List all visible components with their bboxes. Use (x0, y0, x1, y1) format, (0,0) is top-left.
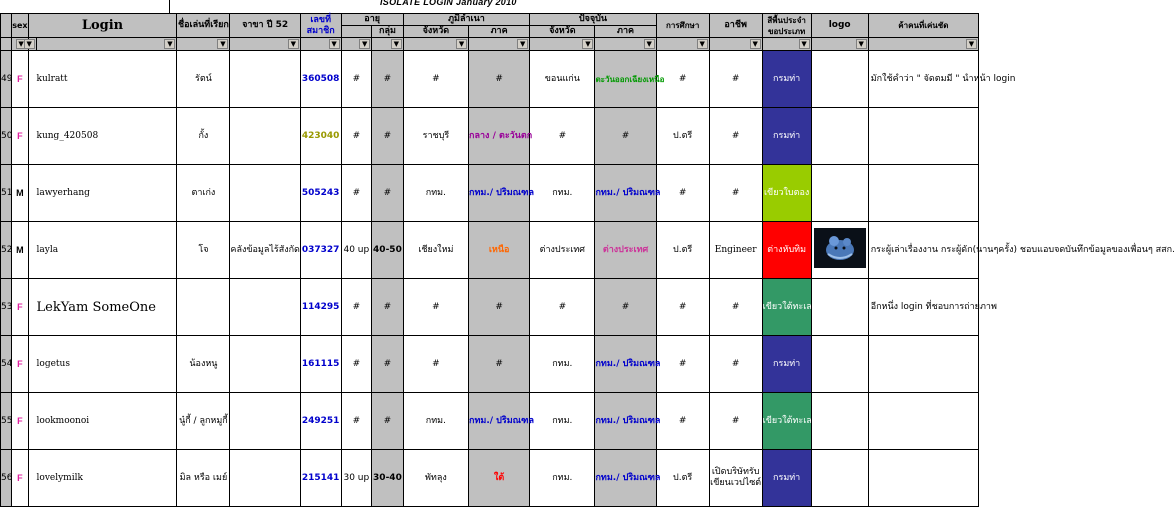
login-cell[interactable]: LekYam SomeOne (28, 279, 177, 336)
education-cell[interactable]: ป.ตรี (656, 450, 709, 507)
filter-c-province[interactable] (530, 38, 595, 51)
h-region-cell[interactable]: กทม./ ปริมณฑล (469, 393, 530, 450)
dropdown-arrow-icon[interactable]: ▼ (164, 39, 175, 49)
education-cell[interactable]: # (656, 279, 709, 336)
occupation-cell[interactable]: # (709, 51, 762, 108)
group-cell[interactable]: 30-40 (372, 450, 404, 507)
h-province-cell[interactable]: ราชบุรี (403, 108, 468, 165)
logo-cell[interactable] (811, 165, 868, 222)
col-header-current-province[interactable]: จังหวัด (530, 26, 595, 38)
h-region-cell[interactable]: กทม./ ปริมณฑล (469, 165, 530, 222)
h-province-cell[interactable]: # (403, 279, 468, 336)
col-header-occupation[interactable]: อาชีพ (709, 14, 762, 38)
filter-h-province[interactable] (403, 38, 468, 51)
c-province-cell[interactable]: ต่างประเทศ (530, 222, 595, 279)
dropdown-arrow-icon[interactable]: ▼ (750, 39, 761, 49)
nickname-cell[interactable]: นู๋กี้ / ลูกหมูกี้ (177, 393, 230, 450)
prison-cell[interactable] (230, 51, 300, 108)
age-cell[interactable]: # (341, 108, 372, 165)
remark-cell[interactable] (868, 450, 978, 507)
h-region-cell[interactable]: กลาง / ตะวันตก (469, 108, 530, 165)
member-cell[interactable]: 505243 (300, 165, 341, 222)
member-cell[interactable]: 360508 (300, 51, 341, 108)
sex-cell[interactable]: F (12, 51, 28, 108)
row-num-header (1, 14, 12, 38)
dropdown-arrow-icon[interactable]: ▼ (329, 39, 340, 49)
occupation-cell[interactable]: เปิดบริษัทรับเขียนเวปไซต์ (709, 450, 762, 507)
title-left-cell (0, 0, 170, 13)
h-region-cell[interactable]: # (469, 51, 530, 108)
occupation-cell[interactable]: # (709, 108, 762, 165)
col-header-hometown[interactable]: ภูมิลำเนา (403, 14, 529, 26)
filter-rownum (1, 38, 12, 51)
filter-login[interactable] (36, 38, 177, 51)
type-cell[interactable]: กรมท่า (762, 450, 811, 507)
filter-logo[interactable] (811, 38, 868, 51)
header-row-1 (1, 14, 979, 26)
row-number[interactable]: 51 (1, 165, 12, 222)
nickname-cell[interactable]: กั้ง (177, 108, 230, 165)
nickname-cell[interactable]: น้องหนู (177, 336, 230, 393)
sheet-title: ISOLATE LOGIN January 2010 (380, 0, 517, 7)
member-cell[interactable]: 249251 (300, 393, 341, 450)
remark-cell[interactable]: กระผู้เล่าเรื่องงาน กระผู้ดัก(นานๆครั้ง) ชอบแอบจดบันทึกข้อมูลของเพื่อนๆ สสก. (868, 222, 978, 279)
title-row (0, 0, 979, 13)
sex-cell[interactable]: F (12, 393, 28, 450)
sex-cell[interactable]: M (12, 165, 28, 222)
filter-type[interactable] (762, 38, 811, 51)
group-cell[interactable]: # (372, 51, 404, 108)
remark-cell[interactable] (868, 165, 978, 222)
col-header-sex[interactable]: sex (12, 14, 28, 38)
prison-cell[interactable] (230, 393, 300, 450)
education-cell[interactable]: # (656, 51, 709, 108)
education-cell[interactable]: ป.ตรี (656, 108, 709, 165)
sex-cell[interactable]: M (12, 222, 28, 279)
type-cell[interactable]: เขียวใต้ทะเล (762, 279, 811, 336)
table-row[interactable] (1, 51, 979, 108)
dropdown-arrow-icon[interactable]: ▼ (217, 39, 228, 49)
remark-cell[interactable] (868, 336, 978, 393)
type-cell[interactable]: เขียวใบตอง (762, 165, 811, 222)
prison-cell[interactable] (230, 450, 300, 507)
type-cell[interactable]: เขียวใต้ทะเล (762, 393, 811, 450)
dropdown-arrow-icon[interactable]: ▼ (16, 39, 27, 49)
c-region-cell[interactable]: # (595, 108, 656, 165)
login-cell[interactable]: kulratt (28, 51, 177, 108)
education-cell[interactable]: # (656, 336, 709, 393)
remark-cell[interactable] (868, 108, 978, 165)
dropdown-arrow-icon[interactable]: ▼ (697, 39, 708, 49)
age-cell[interactable]: # (341, 279, 372, 336)
logo-cell[interactable] (811, 336, 868, 393)
c-province-cell[interactable]: ขอนแก่น (530, 51, 595, 108)
logo-cell[interactable] (811, 222, 868, 279)
age-cell[interactable]: # (341, 165, 372, 222)
col-header-age[interactable]: อายุ (341, 14, 403, 26)
occupation-cell[interactable]: # (709, 279, 762, 336)
age-cell[interactable]: # (341, 51, 372, 108)
dropdown-arrow-icon[interactable]: ▼ (359, 39, 370, 49)
filter-prison[interactable] (230, 38, 300, 51)
sex-cell[interactable]: F (12, 450, 28, 507)
type-cell[interactable]: กรมท่า (762, 51, 811, 108)
nickname-cell[interactable]: มิล หรือ เมย์ (177, 450, 230, 507)
member-cell[interactable]: 037327 (300, 222, 341, 279)
c-region-cell[interactable]: กทม./ ปริมณฑล (595, 450, 656, 507)
row-number[interactable]: 53 (1, 279, 12, 336)
row-number[interactable]: 50 (1, 108, 12, 165)
table-row[interactable] (1, 279, 979, 336)
col-header-current-region[interactable]: ภาค (595, 26, 656, 38)
education-cell[interactable]: # (656, 165, 709, 222)
table-row[interactable] (1, 222, 979, 279)
remark-cell[interactable] (868, 393, 978, 450)
h-province-cell[interactable]: พัทลุง (403, 450, 468, 507)
member-cell[interactable]: 161115 (300, 336, 341, 393)
h-region-cell[interactable]: # (469, 336, 530, 393)
c-province-cell[interactable]: กทม. (530, 450, 595, 507)
education-cell[interactable]: # (656, 393, 709, 450)
login-cell[interactable]: layla (28, 222, 177, 279)
filter-login-a[interactable] (28, 38, 36, 51)
prison-cell[interactable] (230, 279, 300, 336)
filter-occupation[interactable] (709, 38, 762, 51)
col-header-current[interactable]: ปัจจุบัน (530, 14, 656, 26)
h-region-cell[interactable]: เหนือ (469, 222, 530, 279)
table-row[interactable] (1, 108, 979, 165)
col-header-login[interactable]: Login (28, 14, 177, 38)
col-header-remark[interactable]: ค้าคนที่เค่นชัด (868, 14, 978, 38)
table-row[interactable] (1, 450, 979, 507)
c-province-cell[interactable]: กทม. (530, 393, 595, 450)
age-cell[interactable]: # (341, 393, 372, 450)
logo-cell[interactable] (811, 279, 868, 336)
education-cell[interactable]: ป.ตรี (656, 222, 709, 279)
filter-remark[interactable] (868, 38, 978, 51)
tiger-logo-image (814, 228, 866, 268)
prison-cell[interactable]: คลังข้อมูลไร้สังกัด (230, 222, 300, 279)
h-province-cell[interactable]: # (403, 336, 468, 393)
col-header-age-group[interactable]: กลุ่ม (372, 26, 404, 38)
filter-row (1, 38, 979, 51)
group-cell[interactable]: 40-50 (372, 222, 404, 279)
age-cell[interactable]: 40 up (341, 222, 372, 279)
member-cell[interactable]: 423040 (300, 108, 341, 165)
nickname-cell[interactable]: โจ (177, 222, 230, 279)
type-cell[interactable]: ต่างหับทิม (762, 222, 811, 279)
prison-cell[interactable] (230, 336, 300, 393)
group-cell[interactable]: # (372, 108, 404, 165)
filter-group[interactable] (372, 38, 404, 51)
c-province-cell[interactable]: # (530, 108, 595, 165)
login-cell[interactable]: lawyerhang (28, 165, 177, 222)
sex-cell[interactable]: F (12, 336, 28, 393)
col-header-member[interactable]: เลขที่สมาชิก (300, 14, 341, 38)
row-number[interactable]: 49 (1, 51, 12, 108)
h-region-cell[interactable]: # (469, 279, 530, 336)
nickname-cell[interactable]: รัตน์ (177, 51, 230, 108)
login-cell[interactable]: logetus (28, 336, 177, 393)
nickname-cell[interactable]: ตาเก่ง (177, 165, 230, 222)
filter-age[interactable] (341, 38, 372, 51)
prison-cell[interactable] (230, 108, 300, 165)
occupation-cell[interactable]: Engineer (709, 222, 762, 279)
group-cell[interactable]: # (372, 279, 404, 336)
c-region-cell[interactable]: กทม./ ปริมณฑล (595, 165, 656, 222)
c-region-cell[interactable]: ตะวันออกเฉียงเหนือ (595, 51, 656, 108)
col-header-type[interactable]: สีพื้นประจำขอประเภท (762, 14, 811, 38)
col-header-age-empty (341, 26, 372, 38)
group-cell[interactable]: # (372, 336, 404, 393)
col-header-nickname[interactable]: ชื่อเล่นที่เรียก (177, 14, 230, 38)
dropdown-arrow-icon[interactable]: ▼ (24, 39, 35, 49)
h-region-cell[interactable]: ใต้ (469, 450, 530, 507)
group-cell[interactable]: # (372, 393, 404, 450)
login-cell[interactable]: lookmoonoi (28, 393, 177, 450)
filter-education[interactable] (656, 38, 709, 51)
h-province-cell[interactable]: กทม. (403, 393, 468, 450)
c-province-cell[interactable]: กทม. (530, 165, 595, 222)
dropdown-arrow-icon[interactable]: ▼ (288, 39, 299, 49)
c-province-cell[interactable]: # (530, 279, 595, 336)
h-province-cell[interactable]: # (403, 51, 468, 108)
occupation-cell[interactable]: # (709, 165, 762, 222)
member-cell[interactable]: 114295 (300, 279, 341, 336)
dropdown-arrow-icon[interactable]: ▼ (856, 39, 867, 49)
c-province-cell[interactable]: กทม. (530, 336, 595, 393)
h-province-cell[interactable]: กทม. (403, 165, 468, 222)
c-region-cell[interactable]: ต่างประเทศ (595, 222, 656, 279)
col-header-hometown-region[interactable]: ภาค (469, 26, 530, 38)
type-cell[interactable]: กรมท่า (762, 336, 811, 393)
row-number[interactable]: 54 (1, 336, 12, 393)
c-region-cell[interactable]: # (595, 279, 656, 336)
occupation-cell[interactable]: # (709, 336, 762, 393)
row-number[interactable]: 52 (1, 222, 12, 279)
col-header-logo[interactable]: logo (811, 14, 868, 38)
data-table (0, 13, 1175, 507)
table-row[interactable] (1, 336, 979, 393)
col-header-prison[interactable]: จาขา ปี 52 (230, 14, 300, 38)
row-number[interactable]: 55 (1, 393, 12, 450)
dropdown-arrow-icon[interactable]: ▼ (644, 39, 655, 49)
member-cell[interactable]: 215141 (300, 450, 341, 507)
logo-cell[interactable] (811, 108, 868, 165)
age-cell[interactable]: # (341, 336, 372, 393)
filter-c-region[interactable] (595, 38, 656, 51)
dropdown-arrow-icon[interactable]: ▼ (966, 39, 977, 49)
login-cell[interactable]: lovelymilk (28, 450, 177, 507)
prison-cell[interactable] (230, 165, 300, 222)
col-header-hometown-province[interactable]: จังหวัด (403, 26, 468, 38)
occupation-cell[interactable]: # (709, 393, 762, 450)
filter-nickname[interactable] (177, 38, 230, 51)
dropdown-arrow-icon[interactable]: ▼ (391, 39, 402, 49)
type-cell[interactable]: กรมท่า (762, 108, 811, 165)
table-row[interactable] (1, 393, 979, 450)
logo-cell[interactable] (811, 393, 868, 450)
nickname-cell[interactable] (177, 279, 230, 336)
c-region-cell[interactable]: กทม./ ปริมณฑล (595, 336, 656, 393)
table-row[interactable] (1, 165, 979, 222)
group-cell[interactable]: # (372, 165, 404, 222)
remark-cell[interactable]: อีกหนึ่ง login ที่ชอบการถ่ายภาพ (868, 279, 978, 336)
logo-cell[interactable] (811, 51, 868, 108)
remark-cell[interactable]: มักใช้คำว่า " จัดตมมี " นำหน้า login (868, 51, 978, 108)
dropdown-arrow-icon[interactable]: ▼ (456, 39, 467, 49)
dropdown-arrow-icon[interactable]: ▼ (582, 39, 593, 49)
logo-cell[interactable] (811, 450, 868, 507)
age-cell[interactable]: 30 up (341, 450, 372, 507)
c-region-cell[interactable]: กทม./ ปริมณฑล (595, 393, 656, 450)
row-number[interactable]: 56 (1, 450, 12, 507)
sex-cell[interactable]: F (12, 279, 28, 336)
filter-h-region[interactable] (469, 38, 530, 51)
h-province-cell[interactable]: เชียงใหม่ (403, 222, 468, 279)
filter-member[interactable] (300, 38, 341, 51)
dropdown-arrow-icon[interactable]: ▼ (517, 39, 528, 49)
login-cell[interactable]: kung_420508 (28, 108, 177, 165)
sex-cell[interactable]: F (12, 108, 28, 165)
col-header-education[interactable]: การศึกษา (656, 14, 709, 38)
dropdown-arrow-icon[interactable]: ▼ (799, 39, 810, 49)
